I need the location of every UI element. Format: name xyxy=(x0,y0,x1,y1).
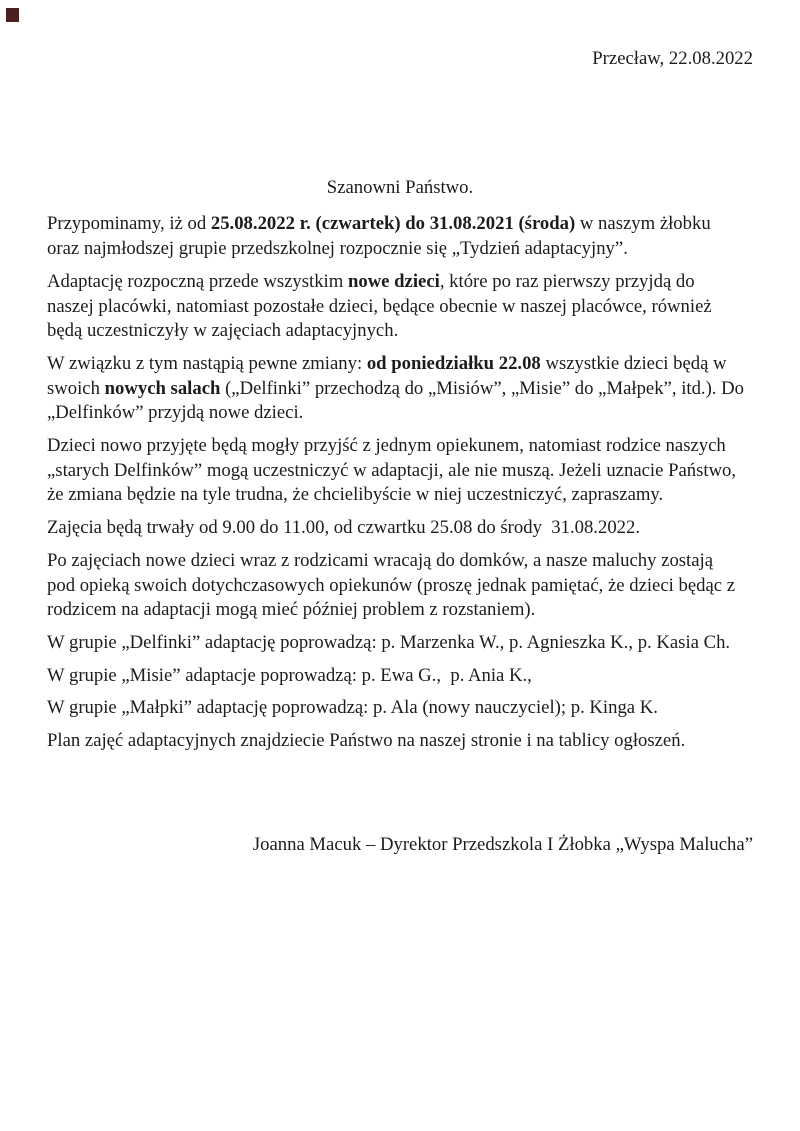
letter-dateline: Przecław, 22.08.2022 xyxy=(592,48,753,69)
signature-line: Joanna Macuk – Dyrektor Przedszkola I Żłobka „Wyspa Malucha” xyxy=(252,833,753,855)
letter-body xyxy=(47,212,753,753)
letter-paragraph: Zajęcia będą trwały od 9.00 do 11.00, od czwartku 25.08 do środy 31.08.2022. xyxy=(47,517,641,539)
letter-paragraph: Przypominamy, iż od 25.08.2022 r. (czwartek) do 31.08.2021 (środa) w naszym żłobku oraz najmłodszej grupie przedszkolnej rozpocznie się „Tydzień adaptacyjny”. xyxy=(47,213,711,260)
letter-paragraph: W grupie „Delfinki” adaptację poprowadzą: p. Marzenka W., p. Agnieszka K., p. Kasia Ch. xyxy=(47,631,731,653)
salutation: Szanowni Państwo. xyxy=(326,176,474,198)
letter-paragraph: Adaptację rozpoczną przede wszystkim nowe dzieci, które po raz pierwszy przyjdą do naszej placówki, natomiast pozostałe dzieci, będące obecnie w naszej placówce, również będą uczestniczyły w zajęciach adaptacyjnych. xyxy=(47,270,712,342)
letter-paragraph: W grupie „Małpki” adaptację poprowadzą: p. Ala (nowy nauczyciel); p. Kinga K. xyxy=(47,697,658,719)
letter-paragraph: Dzieci nowo przyjęte będą mogły przyjść z jednym opiekunem, natomiast rodzice naszych „starych Delfinków” mogą uczestniczyć w adaptacji, ale nie muszą. Jeżeli uznacie Państwo, że zmiana będzie na tyle trudna, że chcielibyście w niej uczestniczyć, zapraszamy. xyxy=(47,435,737,506)
letter-paragraph: Plan zajęć adaptacyjnych znajdziecie Państwo na naszej stronie i na tablicy ogłoszeń. xyxy=(47,730,686,752)
letter-paragraph: W grupie „Misie” adaptacje poprowadzą: p. Ewa G., p. Ania K., xyxy=(47,664,532,686)
letter-paragraph: W związku z tym nastąpią pewne zmiany: od poniedziałku 22.08 wszystkie dzieci będą w swoich nowych salach („Delfinki” przechodzą do „Misiów”, „Misie” do „Małpek”, itd.). Do „Delfinków” przyjdą nowe dzieci. xyxy=(47,352,744,424)
letter-paragraph: Po zajęciach nowe dzieci wraz z rodzicami wracają do domków, a nasze maluchy zostają pod opieką swoich dotychczasowych opiekunów (proszę jednak pamiętać, że dzieci będąc z rodzicem na adaptacji mogą mieć później problem z rozstaniem). xyxy=(47,549,736,621)
corner-artifact xyxy=(6,8,19,22)
